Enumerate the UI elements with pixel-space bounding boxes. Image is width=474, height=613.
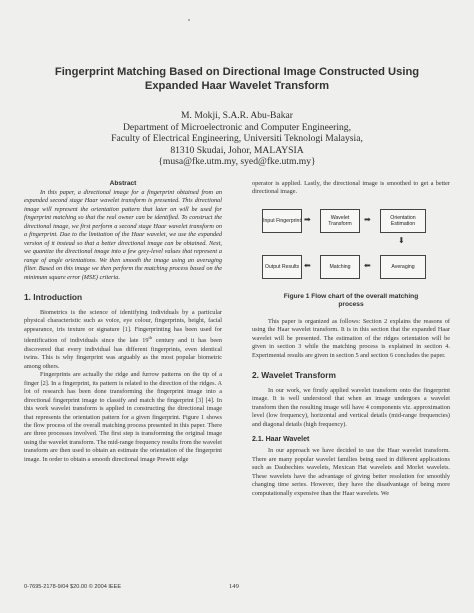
box-orientation-estimation: Orientation Estimation <box>380 209 426 233</box>
paper-title <box>40 66 434 93</box>
organization-paragraph: This paper is organized as follows: Section 2 explains the reasons of using the Haar wavelet transform. It is in this section that the expanded Haar wavelet will be presented. The estimation of the ridges orientation will be given in section 3 while the matching process is explained in section 4. Experimental results are given in section 5 and section 6 concludes the paper. <box>252 317 450 359</box>
figure-caption <box>252 293 450 310</box>
left-column <box>24 180 222 464</box>
section-2-1-heading: 2.1. Haar Wavelet <box>252 436 310 444</box>
arrow-down-icon: ⬇ <box>398 235 405 245</box>
figure-caption-line-2: process <box>338 301 364 309</box>
affiliation-line-3: 81310 Skudai, Johor, MALAYSIA <box>170 144 304 156</box>
affiliation-line-2: Faculty of Electrical Engineering, Universiti Teknologi Malaysia, <box>111 133 363 145</box>
box-wavelet-transform: Wavelet Transform <box>320 209 360 233</box>
right-paragraph-0: operator is applied. Lastly, the directional image is smoothed to get a better directional image. <box>252 180 450 196</box>
intro-p1-part-a: Biometrics is the science of identifying individuals by a particular physical characteristic such as voice, eye colour, fingerprints, height, facial appearance, iris texture or signature [1]. Fingerprinting has been used for identification of individuals since the late 19 <box>24 308 222 345</box>
intro-paragraph-1 <box>24 309 222 371</box>
arrow-left-icon: ⬅ <box>364 260 371 270</box>
author-emails: {musa@fke.utm.my, syed@fke.utm.my} <box>158 156 316 168</box>
scan-speck <box>188 19 190 21</box>
title-line-1: Fingerprint Matching Based on Directional Image Constructed Using <box>54 66 420 78</box>
intro-p1-superscript: th <box>148 335 152 341</box>
flow-chart-figure <box>252 203 450 287</box>
box-output-results: Output Results <box>262 255 302 279</box>
box-input-fingerprint: Input Fingerprint <box>262 209 302 233</box>
page-number: 149 <box>229 583 239 590</box>
footer-isbn: 0-7695-2178-9/04 $20.00 © 2004 IEEE <box>24 584 122 590</box>
intro-paragraph-2: Fingerprints are actually the ridge and furrow patterns on the tip of a finger [2]. In a fingerprint, its pattern is related to the direction of the ridges. A lot of research has been done transforming the fingerprint image into a directional fingerprint image to classify and match the fingerprint [3] [4]. In this work wavelet transform is applied in constructing the directional image that represents the orientation pattern for a given fingerprint. Figure 1 shows the flow process of the overall matching process presented in this paper. There are three processes involved. The first step is transforming the original image using the wavelet transform. The mid-range frequency results from the wavelet transform are then used to obtain an estimate the orientation of the fingerprint image. In order to obtain a smooth directional image Prewitt edge <box>24 371 222 463</box>
box-averaging: Averaging <box>380 255 426 279</box>
section-2-heading: 2. Wavelet Transform <box>252 369 336 380</box>
right-column <box>252 180 450 498</box>
author-names: M. Mokji, S.A.R. Abu-Bakar <box>181 110 293 121</box>
abstract-text: In this paper, a directional image for a fingerprint obtained from an expanded second stage Haar wavelet transform is presented. This directional image will represent the orientation pattern that later on will be used for fingerprint matching so that the real owner can be identified. To construct the directional image, we first perform a second stage Haar wavelet transform on a fingerprint. Due to the limitation of the Haar wavelet, we use the expanded version of it instead so that a better directional image can be obtained. Next, we quantize the directional image into a few grey-level values that represent a range of angle orientations. We then smooth the image using an averaging filter. Based on this image we then perform the matching process based on the minimum square error (MSE) criteria. <box>24 189 222 281</box>
intro-p1-part-b: century and it has been discovered that every individual has different fingerprints, even identical twins. This is why fingerprint was arguably as the most popular biometric among others. <box>24 337 222 370</box>
section-1-heading: 1. Introduction <box>24 291 83 302</box>
wavelet-paragraph: In our work, we firstly applied wavelet transform onto the fingerprint image. It is well understood that when an image undergoes a wavelet transform then the resulting image will have 4 components viz. approximation level (low frequency), horizontal and vertical details (mid-range frequencies) and diagonal details (high frequency). <box>252 386 450 428</box>
arrow-left-icon: ⬅ <box>304 260 311 270</box>
figure-caption-line-1: Figure 1 Flow chart of the overall matching <box>283 292 419 300</box>
box-matching: Matching <box>320 255 360 279</box>
arrow-right-icon: ➡ <box>364 214 371 224</box>
arrow-right-icon: ➡ <box>304 214 311 224</box>
affiliation-line-1: Department of Microelectronic and Computer Engineering, <box>122 121 352 133</box>
author-block <box>40 110 434 168</box>
haar-paragraph: In our approach we have decided to use the Haar wavelet transform. There are many popular wavelet families being used in different applications such as Daubechies wavelets, Mexican Hat wavelets and Morlet wavelets. These wavelets have the advantage of giving better resolution for smoothly changing time series. However, they have the disadvantage of being more computationally expensive than the Haar wavelets. We <box>252 447 450 497</box>
title-line-2: Expanded Haar Wavelet Transform <box>144 79 330 92</box>
abstract-heading: Abstract <box>109 180 137 187</box>
